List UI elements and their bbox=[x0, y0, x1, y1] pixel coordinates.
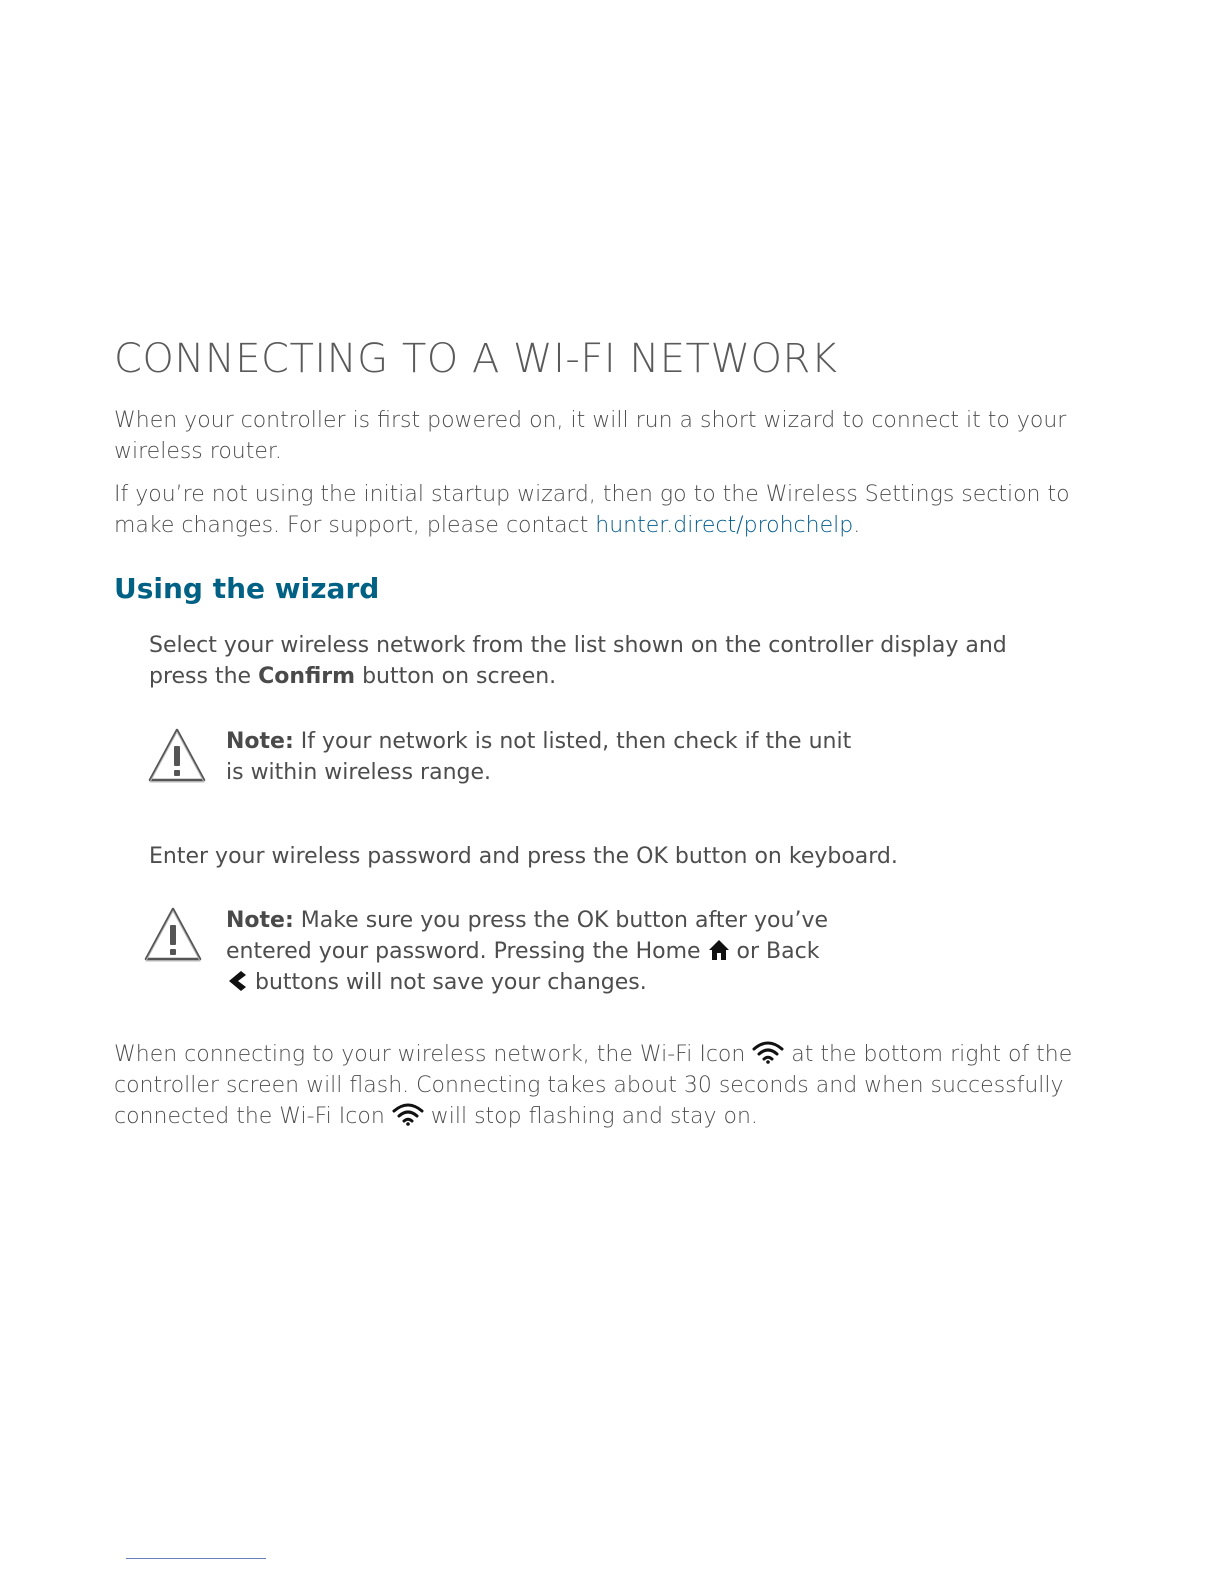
wifi-icon bbox=[752, 1040, 784, 1064]
footnote-divider bbox=[126, 1558, 266, 1559]
closing-text-1: When connecting to your wireless network, the Wi-Fi Icon bbox=[114, 1042, 753, 1067]
warning-icon bbox=[146, 726, 208, 786]
back-chevron-icon bbox=[226, 970, 248, 992]
note-body-c: buttons will not save your changes. bbox=[248, 970, 647, 995]
confirm-label: Confirm bbox=[258, 664, 356, 689]
step1-text: Select your wireless network from the list shown on the controller display and press the bbox=[149, 633, 1007, 689]
home-icon bbox=[708, 939, 730, 961]
closing-text-3: will stop flashing and stay on. bbox=[423, 1104, 758, 1129]
note-body-b: or Back bbox=[729, 939, 820, 964]
closing-text-2: at the bottom right of the controller screen will flash. Connecting takes about 30 seconds and when successfully connected the Wi-Fi Icon bbox=[114, 1042, 1073, 1129]
warning-icon bbox=[142, 905, 204, 965]
note-body-a: Make sure you press the OK button after you’ve entered your password. Pressing the Home bbox=[226, 908, 828, 964]
note-label: Note: bbox=[226, 908, 294, 933]
section-title-using-wizard: Using the wizard bbox=[114, 572, 380, 605]
support-period: . bbox=[853, 513, 861, 538]
note-body: If your network is not listed, then check if the unit is within wireless range. bbox=[226, 729, 852, 785]
step1-text-end: button on screen. bbox=[355, 664, 557, 689]
support-paragraph bbox=[114, 479, 1124, 541]
support-text: If you’re not using the initial startup wizard, then go to the Wireless Settings section to make changes. For support, please contact bbox=[114, 482, 1070, 538]
wifi-icon bbox=[392, 1102, 424, 1126]
note-text bbox=[226, 905, 866, 998]
wizard-step-enter-password: Enter your wireless password and press the OK button on keyboard. bbox=[149, 844, 898, 869]
intro-paragraph: When your controller is first powered on, it will run a short wizard to connect it to your wireless router. bbox=[114, 408, 1067, 464]
note-label: Note: bbox=[226, 729, 294, 754]
note-text bbox=[226, 726, 866, 788]
support-link[interactable]: hunter.direct/prohchelp bbox=[595, 513, 854, 538]
wizard-step-select-network bbox=[149, 630, 1029, 692]
page-title: CONNECTING TO A WI-FI NETWORK bbox=[114, 336, 838, 382]
closing-paragraph bbox=[114, 1039, 1124, 1132]
